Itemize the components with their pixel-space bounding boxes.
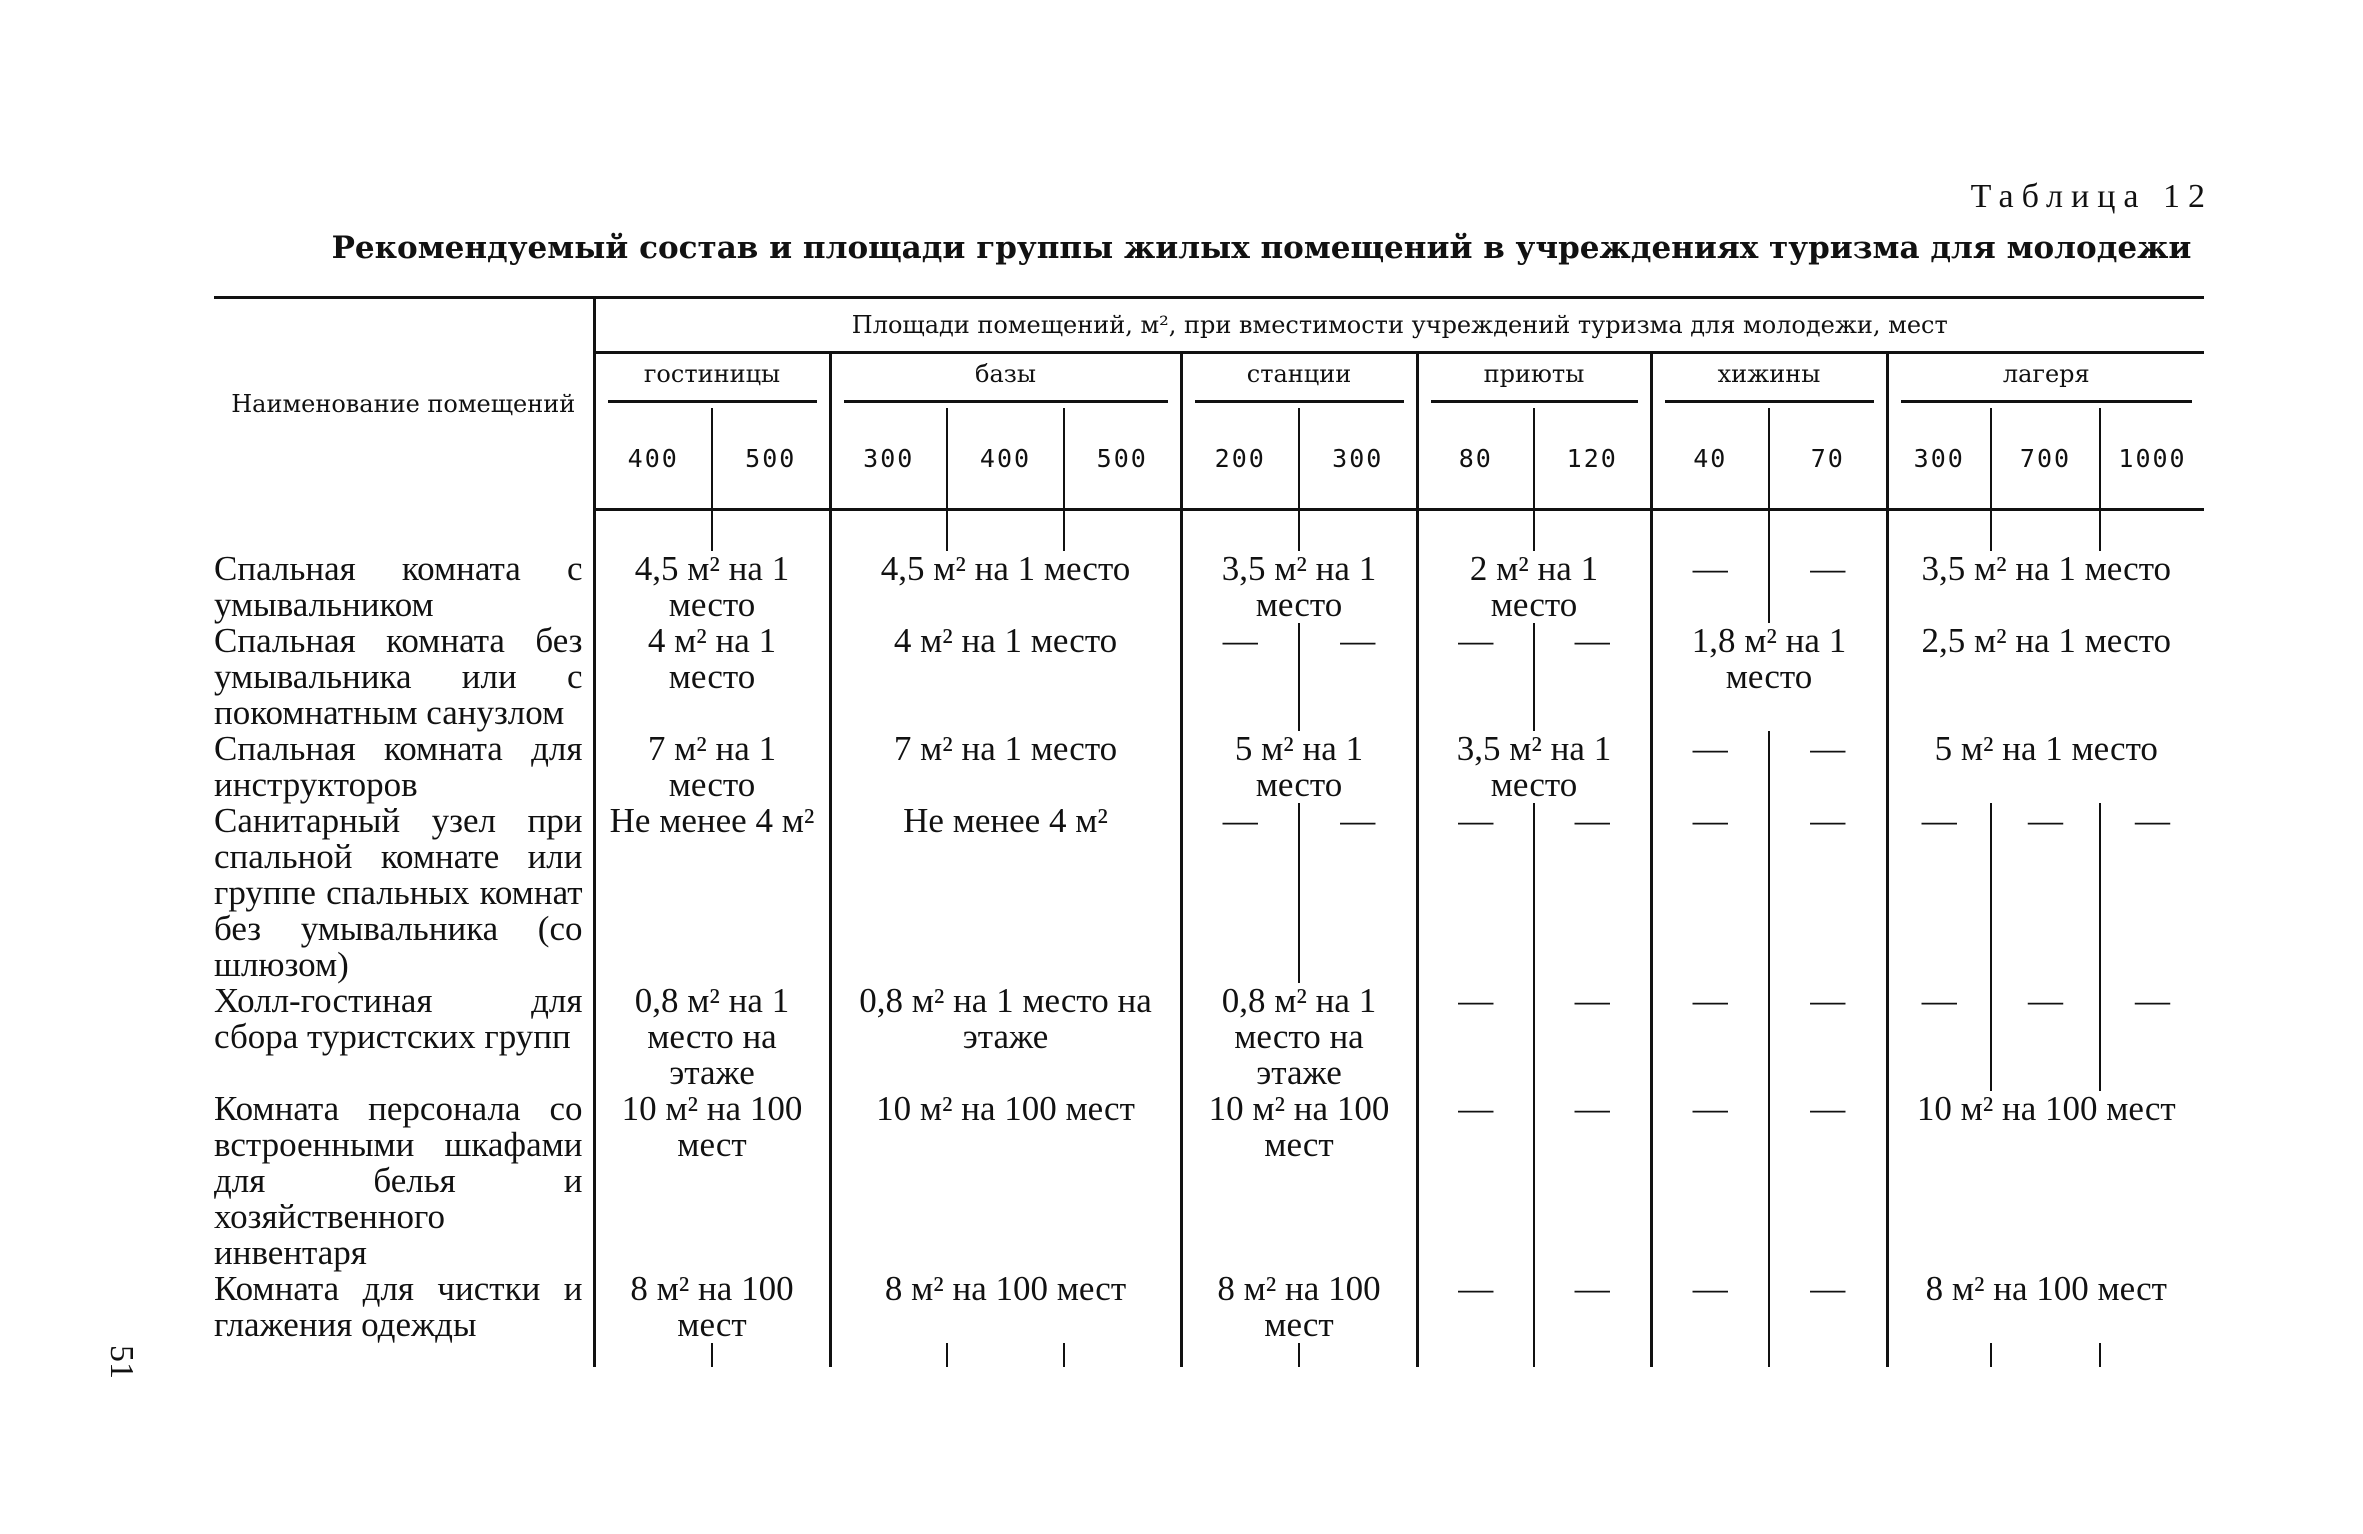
cell-dash: — bbox=[1887, 983, 1991, 1091]
cell-text: 8 м² на 100 мест bbox=[1925, 1269, 2167, 1308]
cell-dash: — bbox=[1299, 623, 1417, 731]
cell-dash: — bbox=[1534, 1271, 1651, 1343]
cell-dash: — bbox=[1991, 983, 2100, 1091]
cell-value bbox=[1887, 623, 2204, 731]
cell-dash: — bbox=[1651, 803, 1769, 983]
cell-value bbox=[1887, 551, 2204, 623]
cell-dash: — bbox=[1417, 1091, 1534, 1271]
cell-value bbox=[1181, 1091, 1417, 1271]
cell-text: Не менее 4 м² bbox=[903, 801, 1108, 840]
group-header-bases: базы bbox=[830, 353, 1181, 409]
cell-text: 10 м² на 100 мест bbox=[621, 1089, 803, 1164]
cell-value bbox=[1181, 551, 1417, 623]
cell-text: 10 м² на 100 мест bbox=[1916, 1089, 2176, 1128]
cell-value bbox=[594, 1271, 830, 1343]
cell-dash: — bbox=[1887, 803, 1991, 983]
cell-value bbox=[1651, 623, 1887, 731]
cell-dash: — bbox=[1417, 983, 1534, 1091]
cell-dash: — bbox=[1769, 551, 1887, 623]
cell-dash: — bbox=[1534, 803, 1651, 983]
capacity-header: 80 bbox=[1417, 408, 1534, 510]
capacity-header: 400 bbox=[594, 408, 712, 510]
row-name: Санитарный узел при спальной комнате или группе спальных комнат без умывальника (со шлюзом) bbox=[214, 803, 594, 983]
cell-text: 10 м² на 100 мест bbox=[876, 1089, 1135, 1128]
cell-dash: — bbox=[1534, 623, 1651, 731]
cell-value bbox=[830, 1271, 1181, 1343]
cell-text: 2 м² на 1 место bbox=[1469, 549, 1599, 624]
cell-value bbox=[594, 623, 830, 731]
cell-text: 5 м² на 1 место bbox=[1234, 729, 1364, 804]
cell-text: Не менее 4 м² bbox=[609, 801, 815, 840]
cell-dash: — bbox=[1417, 803, 1534, 983]
capacity-header: 40 bbox=[1651, 408, 1769, 510]
group-header-huts: хижины bbox=[1651, 353, 1887, 409]
cell-text: 3,5 м² на 1 место bbox=[1921, 549, 2172, 588]
cell-dash: — bbox=[1991, 803, 2100, 983]
cell-dash: — bbox=[1769, 731, 1887, 803]
header-name-column: Наименование помещений bbox=[214, 298, 594, 510]
page-number: 51 bbox=[103, 1345, 140, 1379]
cell-dash: — bbox=[1769, 1091, 1887, 1271]
capacity-header: 120 bbox=[1534, 408, 1651, 510]
cell-dash: — bbox=[1651, 731, 1769, 803]
cell-text: 4 м² на 1 место bbox=[647, 621, 777, 696]
cell-text: 8 м² на 100 мест bbox=[1217, 1269, 1381, 1344]
table-row bbox=[214, 731, 2204, 803]
table-row bbox=[214, 983, 2204, 1091]
capacity-header: 1000 bbox=[2118, 443, 2187, 473]
cell-value bbox=[830, 1091, 1181, 1271]
capacity-header: 700 bbox=[1991, 408, 2100, 510]
cell-text: 8 м² на 100 мест bbox=[630, 1269, 794, 1344]
row-name: Спальная комната для инструкторов bbox=[214, 731, 594, 803]
cell-text: 1,8 м² на 1 место bbox=[1691, 621, 1847, 696]
cell-dash: — bbox=[1769, 1271, 1887, 1343]
cell-value bbox=[594, 551, 830, 623]
capacity-header: 70 bbox=[1769, 408, 1887, 510]
cell-value bbox=[1181, 983, 1417, 1091]
cell-text: 0,8 м² на 1 место на этаже bbox=[859, 981, 1152, 1056]
cell-value bbox=[594, 803, 830, 983]
table-row bbox=[214, 623, 2204, 731]
table-row bbox=[214, 803, 2204, 983]
capacity-header: 500 bbox=[1064, 408, 1181, 510]
cell-text: 5 м² на 1 место bbox=[1934, 729, 2158, 768]
cell-dash: — bbox=[1181, 803, 1299, 983]
table-row bbox=[214, 1271, 2204, 1343]
cell-dash: — bbox=[1651, 1091, 1769, 1271]
row-name: Комната персонала со встроенными шкафами для белья и хозяйственного инвентаря bbox=[214, 1091, 594, 1271]
row-name: Спальная комната с умывальником bbox=[214, 551, 594, 623]
table-caption: Рекомендуемый состав и площади группы жилых помещений в учреждениях туризма для молодежи bbox=[331, 230, 2192, 266]
cell-value bbox=[1181, 731, 1417, 803]
cell-dash: — bbox=[1417, 1271, 1534, 1343]
cell-text: 7 м² на 1 место bbox=[647, 729, 777, 804]
cell-text: 3,5 м² на 1 место bbox=[1456, 729, 1612, 804]
cell-value bbox=[1887, 1271, 2204, 1343]
header-span-title: Площади помещений, м², при вместимости учреждений туризма для молодежи, мест bbox=[594, 298, 2204, 353]
cell-value bbox=[1181, 1271, 1417, 1343]
cell-text: 2,5 м² на 1 место bbox=[1921, 621, 2172, 660]
cell-dash: — bbox=[1651, 1271, 1769, 1343]
cell-value bbox=[830, 731, 1181, 803]
table-row bbox=[214, 1091, 2204, 1271]
cell-dash: — bbox=[1181, 623, 1299, 731]
capacity-header: 500 bbox=[712, 408, 830, 510]
table-label: Таблица 12 bbox=[1970, 178, 2213, 215]
cell-dash: — bbox=[1417, 623, 1534, 731]
table-row bbox=[214, 551, 2204, 623]
group-header-stations: станции bbox=[1181, 353, 1417, 409]
row-name: Комната для чистки и глажения одежды bbox=[214, 1271, 594, 1343]
cell-value bbox=[1887, 731, 2204, 803]
cell-dash: — bbox=[1299, 803, 1417, 983]
cell-value bbox=[594, 1091, 830, 1271]
capacity-header: 300 bbox=[830, 408, 947, 510]
row-name: Холл-гостиная для сбора туристских групп bbox=[214, 983, 594, 1091]
capacity-header: 300 bbox=[1887, 408, 1991, 510]
cell-text: 4 м² на 1 место bbox=[893, 621, 1118, 660]
cell-text: 4,5 м² на 1 место bbox=[634, 549, 790, 624]
data-table bbox=[214, 296, 2204, 1367]
cell-text: 10 м² на 100 мест bbox=[1208, 1089, 1390, 1164]
cell-text: 7 м² на 1 место bbox=[893, 729, 1118, 768]
cell-dash: — bbox=[1769, 983, 1887, 1091]
cell-value bbox=[830, 983, 1181, 1091]
group-header-hotels: гостиницы bbox=[594, 353, 830, 409]
group-header-shelters: приюты bbox=[1417, 353, 1651, 409]
cell-value bbox=[1417, 551, 1651, 623]
cell-value bbox=[1417, 731, 1651, 803]
cell-value bbox=[1887, 1091, 2204, 1271]
capacity-header: 200 bbox=[1181, 408, 1299, 510]
cell-value bbox=[594, 731, 830, 803]
cell-dash: — bbox=[1534, 983, 1651, 1091]
cell-value bbox=[830, 551, 1181, 623]
cell-text: 3,5 м² на 1 место bbox=[1221, 549, 1377, 624]
cell-text: 8 м² на 100 мест bbox=[884, 1269, 1127, 1308]
cell-dash: — bbox=[1534, 1091, 1651, 1271]
cell-text: 0,8 м² на 1 место на этаже bbox=[634, 981, 790, 1092]
cell-dash: — bbox=[2135, 981, 2171, 1020]
cell-dash: — bbox=[1769, 803, 1887, 983]
capacity-header: 300 bbox=[1299, 408, 1417, 510]
cell-value bbox=[830, 803, 1181, 983]
row-name: Спальная комната без умывальника или с покомнатным санузлом bbox=[214, 623, 594, 731]
table-body bbox=[214, 510, 2204, 1368]
cell-dash: — bbox=[1651, 983, 1769, 1091]
group-header-camps: лагеря bbox=[1887, 353, 2204, 409]
capacity-header: 400 bbox=[947, 408, 1064, 510]
cell-dash: — bbox=[2135, 801, 2171, 840]
cell-dash: — bbox=[1651, 551, 1769, 623]
cell-text: 4,5 м² на 1 место bbox=[880, 549, 1131, 588]
cell-text: 0,8 м² на 1 место на этаже bbox=[1221, 981, 1377, 1092]
cell-value bbox=[594, 983, 830, 1091]
cell-value bbox=[830, 623, 1181, 731]
